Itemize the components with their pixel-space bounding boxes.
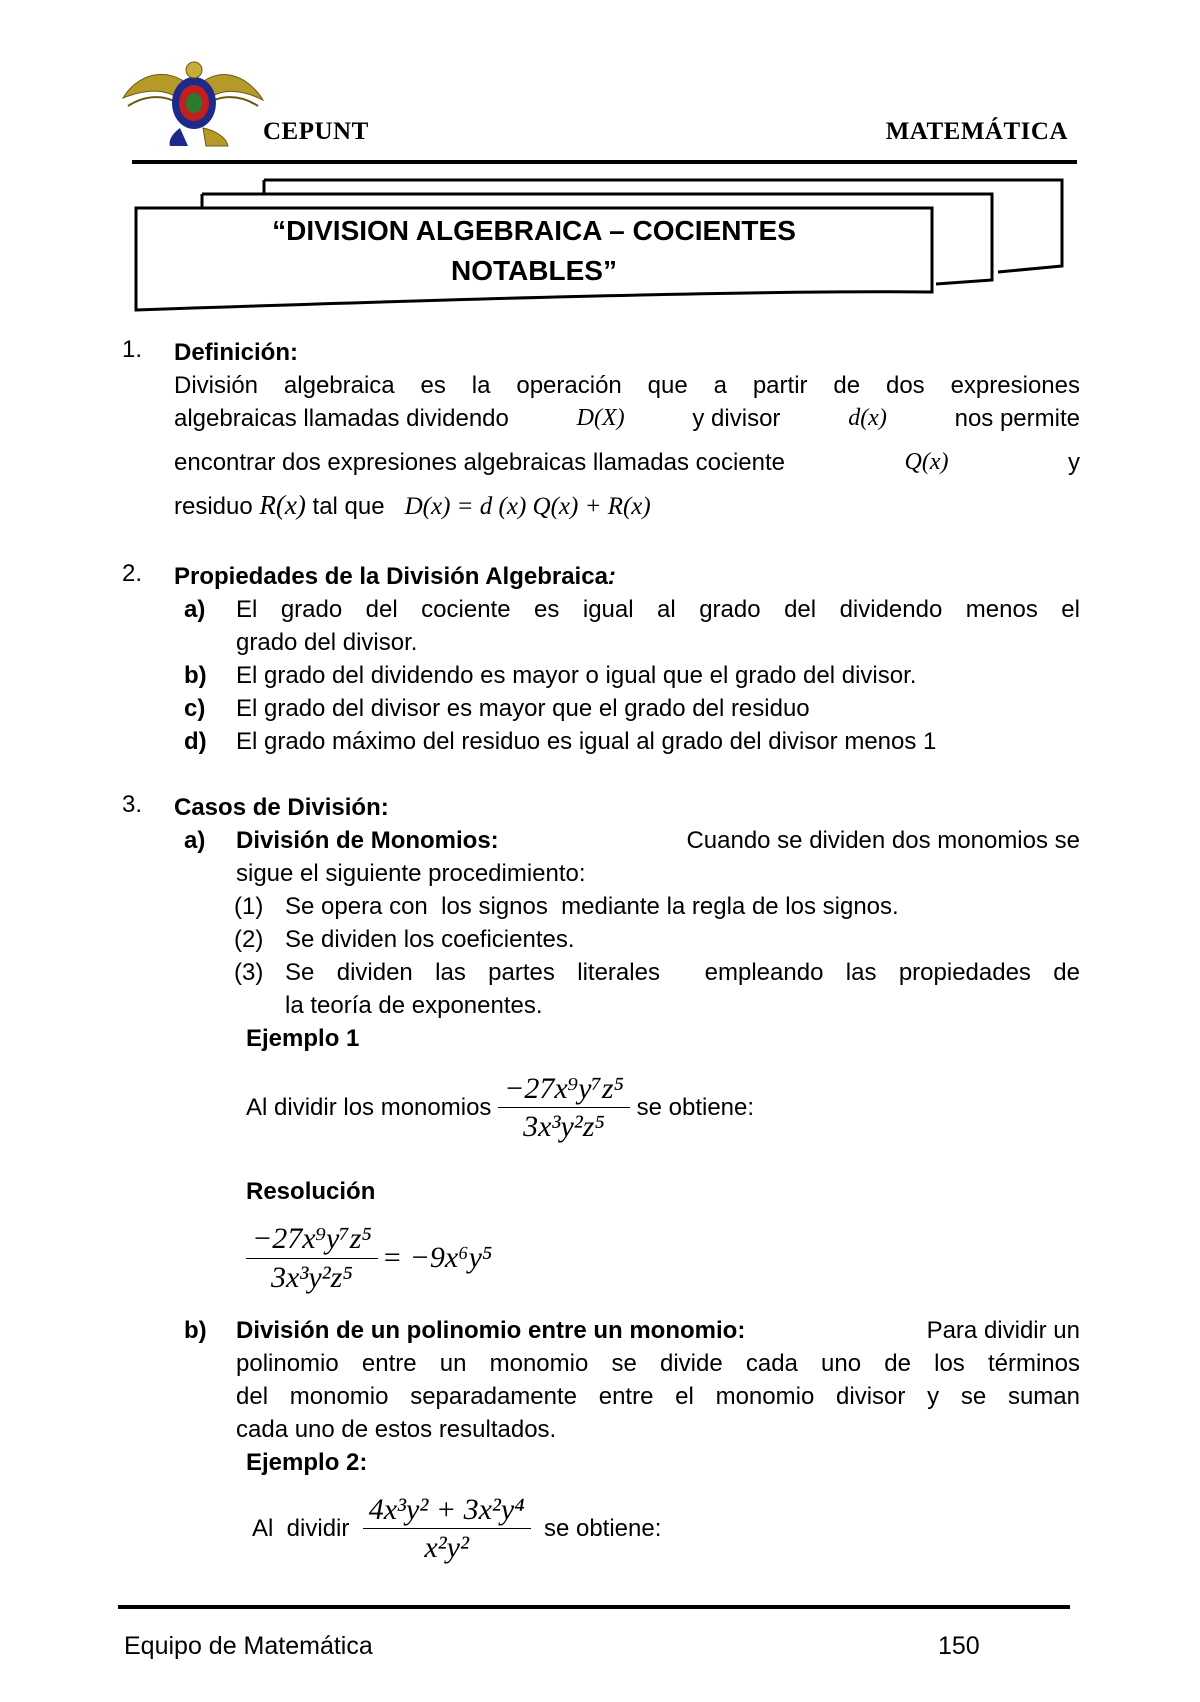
s2-item-d-text: El grado máximo del residuo es igual al grado del divisor menos 1 <box>236 728 937 755</box>
resolution-result: = −9x⁶y⁵ <box>381 1241 493 1274</box>
s3-a-line1-rest: Cuando se dividen dos monomios se <box>686 827 1080 854</box>
section-1-title: Definición: <box>174 339 298 366</box>
section-2-title: Propiedades de la División Algebraica: <box>174 563 616 590</box>
footer-page-number: 150 <box>938 1632 980 1660</box>
divisor-d: d(x) <box>848 405 887 431</box>
s2-item-b-text: El grado del dividendo es mayor o igual que el grado del divisor. <box>236 662 917 689</box>
example-1-statement <box>246 1062 754 1152</box>
example-1-denominator: 3x³y²z⁵ <box>523 1109 605 1143</box>
example-2-numerator: 4x³y² + 3x²y⁴ <box>363 1493 531 1529</box>
s2-item-b-label: b) <box>184 662 207 689</box>
s3-a-title: División de Monomios: <box>236 827 499 854</box>
quotient-Q: Q(x) <box>904 449 949 475</box>
section-2-number: 2. <box>122 560 143 587</box>
cepunt-logo <box>118 58 268 148</box>
s1-line4-a: residuo <box>174 493 253 520</box>
s3-a-label: a) <box>184 827 206 854</box>
resolution-fraction <box>246 1222 378 1295</box>
example-1-pre: Al dividir los monomios <box>246 1093 492 1121</box>
header-org: CEPUNT <box>263 118 369 145</box>
step-3-text2: la teoría de exponentes. <box>285 992 543 1019</box>
example-1-post: se obtiene: <box>636 1093 755 1121</box>
section-3-number: 3. <box>122 791 143 818</box>
resolution-equation <box>246 1212 492 1304</box>
s3-b-title: División de un polinomio entre un monomio: <box>236 1317 746 1344</box>
step-2-text: Se dividen los coeficientes. <box>285 926 575 953</box>
step-1-num: (1) <box>234 893 264 920</box>
header-subject: MATEMÁTICA <box>885 118 1068 145</box>
resolution-denominator: 3x³y²z⁵ <box>271 1260 353 1294</box>
s1-line4 <box>174 489 651 523</box>
header-rule <box>132 160 1077 164</box>
s3-b-line3: del monomio separadamente entre el monomio divisor y se suman <box>236 1383 1080 1410</box>
resolution-title: Resolución <box>246 1178 376 1205</box>
s3-b-label: b) <box>184 1317 207 1344</box>
banner-title-line1: “DIVISION ALGEBRAICA – COCIENTES <box>272 215 796 246</box>
s3-b-line1-rest: Para dividir un <box>926 1317 1080 1344</box>
example-2-pre: Al dividir <box>252 1514 350 1542</box>
step-2-num: (2) <box>234 926 264 953</box>
s1-line3-b: y <box>1067 449 1080 476</box>
s1-line1: División algebraica es la operación que a partir de dos expresiones <box>174 372 1080 399</box>
s1-line2-b: y divisor <box>692 405 781 432</box>
example-1-numerator: −27x⁹y⁷z⁵ <box>498 1072 630 1108</box>
example-2-post: se obtiene: <box>543 1514 662 1542</box>
step-3-num: (3) <box>234 959 264 986</box>
example-1-title: Ejemplo 1 <box>246 1025 360 1052</box>
s2-item-c-text: El grado del divisor es mayor que el grado del residuo <box>236 695 810 722</box>
example-2-title: Ejemplo 2: <box>246 1449 368 1476</box>
s2-item-a-line1: El grado del cociente es igual al grado del dividendo menos el <box>236 596 1080 623</box>
s2-item-d-label: d) <box>184 728 207 755</box>
s2-item-c-label: c) <box>184 695 206 722</box>
dividend-D: D(X) <box>576 405 625 431</box>
step-3-text: Se dividen las partes literales empleando las propiedades de <box>285 959 1080 986</box>
step-1-text: Se opera con los signos mediante la regla de los signos. <box>285 893 899 920</box>
example-2-denominator: x²y² <box>424 1530 469 1564</box>
example-1-fraction <box>498 1072 630 1143</box>
example-2-statement <box>252 1482 661 1574</box>
example-2-fraction <box>363 1493 531 1564</box>
section-1-number: 1. <box>122 336 143 363</box>
section-3-title: Casos de División: <box>174 794 389 821</box>
s1-line3-a: encontrar dos expresiones algebraicas llamadas cociente <box>174 449 786 476</box>
s1-line2 <box>174 402 1080 435</box>
s3-a-line1 <box>236 824 1080 857</box>
division-identity: D(x) = d (x) Q(x) + R(x) <box>404 493 651 520</box>
s1-line2-c: nos permite <box>954 405 1080 432</box>
s1-line4-b: tal que <box>312 493 385 520</box>
s2-item-a-line2: grado del divisor. <box>236 629 418 656</box>
banner-title <box>136 211 932 291</box>
residue-R: R(x) <box>259 490 306 520</box>
footer-team: Equipo de Matemática <box>124 1632 373 1660</box>
footer-rule <box>118 1605 1070 1609</box>
s3-a-line2: sigue el siguiente procedimiento: <box>236 860 586 887</box>
s1-line2-a: algebraicas llamadas dividendo <box>174 405 509 432</box>
s1-line3 <box>174 446 1080 479</box>
s3-b-line2: polinomio entre un monomio se divide cada uno de los términos <box>236 1350 1080 1377</box>
s2-item-a-label: a) <box>184 596 206 623</box>
resolution-numerator: −27x⁹y⁷z⁵ <box>246 1222 378 1259</box>
s3-b-line1 <box>236 1314 1080 1347</box>
s3-b-line4: cada uno de estos resultados. <box>236 1416 557 1443</box>
banner-title-line2: NOTABLES” <box>451 255 617 286</box>
